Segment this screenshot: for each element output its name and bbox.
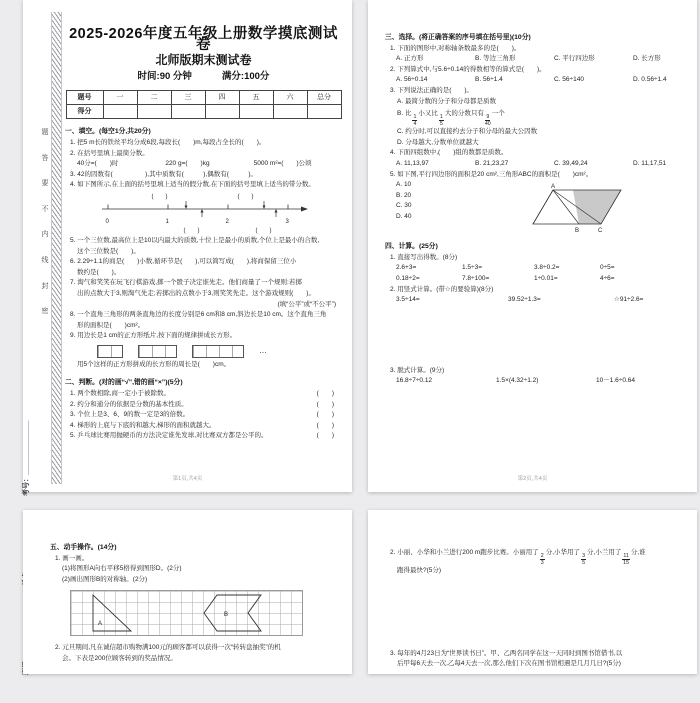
squares-group-4: [192, 345, 244, 358]
score-table: [66, 90, 342, 119]
choice-item-5-body: [396, 180, 685, 234]
judge-item-5: 5. 乒乓球比赛用抛硬币的方法决定谁先发球,对比赛双方都是公平的。 ( ): [70, 431, 342, 442]
prize-item-line-1: 2. 元旦期间,凡在诚信超市购物满100元的顾客都可以获得一次“转转盘抽奖”的机: [55, 644, 281, 652]
ellipsis: …: [259, 346, 268, 356]
draw-item-1-sub-2: (2)画出图形B的对称轴。(2分): [62, 575, 148, 583]
fraction: $\frac{3}{5}$: [582, 553, 586, 566]
grid-figure: [70, 590, 303, 636]
fill-item-6-line-1: 6. 2.29÷1.1的商是( )小数,循环节是( ),可以简写成( ),将商保留三位小: [70, 258, 297, 266]
seal-line-text: 题 答 要 不 内 线 封 密: [41, 129, 49, 316]
race-item-line-1: 2. 小丽、小华和小兰进行200 m跑步比赛。小丽用了 $\frac{2}{3}$ 分,小华用了 $\frac{3}{5}$ 分,小兰用了 $\frac{11}{15}$ 分,谁: [390, 549, 646, 566]
section-5-heading: 五、动手操作。(14分): [50, 544, 117, 551]
choice-item-2-options: A. 56÷0.14 B. 56÷1.4 C. 56÷140 D. 0.56÷1.4: [396, 76, 667, 84]
fill-item-7-line-2: 出的点数大于3,则淘气先走;若掷出的点数小于3,则笑笑先走。这个游戏规则( )。: [77, 289, 315, 297]
page-1-thumbnail[interactable]: [23, 0, 352, 492]
numline-tick-1: 1: [165, 218, 169, 225]
calc-2-heading: 2. 用竖式计算。(带☆的要验算)(8分): [390, 285, 494, 293]
choice-item-3-option-a: A. 最简分数的分子和分母都是质数: [397, 97, 496, 105]
squares-group-3: [138, 345, 177, 358]
race-item-line-2: 跑得最快?(5分): [397, 567, 442, 574]
answer-paren: ( ): [316, 390, 334, 398]
judge-item-3: 3. 个位上是3、6、9的数一定是3的倍数。 ( ): [70, 410, 342, 421]
answer-paren: ( ): [316, 421, 334, 429]
choice-item-4-options: A. 11,13,97 B. 21,23,27 C. 39,49,24 D. 11,17,51: [396, 159, 667, 167]
numline-tick-0: 0: [105, 218, 109, 225]
calc-1-heading: 1. 直接写出得数。(8分): [390, 253, 458, 261]
numline-top-paren-2: ( ): [237, 193, 254, 200]
page-3-thumbnail[interactable]: [23, 510, 352, 674]
fill-item-8-line-2: 形的面积是( )cm²。: [77, 321, 145, 329]
page-4-thumbnail[interactable]: [368, 510, 697, 674]
answer-paren: ( ): [316, 411, 334, 419]
judge-item-2: 2. 约分和通分的依据是分数的基本性质。 ( ): [70, 400, 342, 411]
page-2-thumbnail[interactable]: [368, 0, 697, 492]
answer-paren: ( ): [316, 432, 334, 440]
binding-hatch-pattern: [51, 12, 62, 484]
fill-item-3: 3. 42的因数有( ),其中质数有( ),偶数有( )。: [70, 170, 258, 178]
numline-tick-3: 3: [285, 218, 289, 225]
choice-item-2: 2. 下列算式中,与5.6÷0.14的得数相等的算式是( )。: [390, 65, 546, 73]
number-line-figure: [98, 192, 310, 235]
figure-label-b: B: [575, 228, 580, 235]
full-score: 满分:100分: [221, 70, 270, 82]
squares-pattern-figure: [97, 345, 342, 358]
grid-shape-a-label: A: [98, 621, 103, 628]
work-space: [385, 577, 685, 649]
parallelogram-figure: [521, 180, 631, 234]
draw-item-1-sub-1: (1)将图形A向右平移5格得到图形D。(2分): [62, 565, 182, 573]
fill-item-9-line-2: 用5个这样的正方形拼成的长方形的周长是( )cm。: [77, 360, 231, 368]
time-limit: 时间:90 分钟: [137, 70, 192, 82]
fraction: $\frac{1}{4}$: [413, 114, 417, 128]
figure-label-a: A: [551, 184, 556, 191]
reading-day-item-line-1: 3. 每年的4月23日为“世界读书日”。甲、乙两名同学在这一天同时到图书馆借书,以: [390, 649, 623, 657]
fill-item-4: 4. 如下图所示,在上面的括号里填上适当的假分数,在下面的括号里填上适当的带分数。: [70, 181, 315, 189]
step-calc-row: 16.8÷7÷0.12 1.5×(4.32÷1.2) 10－1.6÷0.64: [396, 377, 635, 385]
fraction: $\frac{1}{5}$: [439, 114, 443, 128]
section-1-heading: 一、填空。(每空1分,共20分): [65, 128, 151, 136]
choice-item-1: 1. 下面的图形中,对称轴条数最多的是( )。: [390, 44, 521, 52]
mental-calc-row-2: 0.18÷2= 7.8÷100= 1÷0.01= 4÷6=: [396, 274, 615, 282]
choice-item-4: 4. 下面四组数中,( )组的数都是质数。: [390, 149, 508, 157]
numline-tick-2: 2: [225, 218, 229, 225]
fill-item-6-line-2: 数约是( )。: [77, 268, 121, 276]
numline-bottom-paren-1: ( ): [183, 227, 200, 234]
numline-top-paren-1: ( ): [151, 193, 168, 200]
mental-calc-row-1: 2.6+3= 1.5÷3= 3.8÷0.2= 0÷5=: [396, 264, 615, 272]
fraction: $\frac{2}{3}$: [540, 553, 544, 566]
choice-item-3-option-d: D. 分母越大,分数单位就越大: [397, 138, 479, 146]
fraction: $\frac{11}{15}$: [623, 553, 630, 566]
fill-item-1: 1. 把5 m长的铁丝平均分成6段,每段长( )m,每段占全长的( )。: [70, 138, 266, 146]
choice-item-3-option-c: C. 约分时,可以直接约去分子和分母的最大公因数: [397, 128, 538, 136]
choice-item-3: 3. 下列说法正确的是( )。: [390, 86, 474, 94]
fill-item-5-line-2: 这个三位数是( )。: [77, 247, 140, 255]
fill-item-9-line-1: 9. 用边长是1 cm的正方形纸片,按下面的规律拼成长方形。: [70, 332, 237, 340]
score-table-score-row: 得分: [66, 105, 341, 119]
column-calc-row: 3.5÷14= 39.52÷1.3= ☆91÷2.6=: [396, 296, 644, 304]
choice-item-5-options: A. 10 B. 20 C. 30 D. 40: [396, 181, 412, 220]
answer-paren: ( ): [316, 400, 334, 408]
choice-item-5: 5. 如下图,平行四边形的面积是20 cm²,三角形ABC的面积是( )cm²。: [390, 170, 593, 178]
judge-item-1: 1. 两个数相除,商一定小于被除数。 ( ): [70, 389, 342, 400]
paper-title: 2025-2026年度五年级上册数学摸底测试卷: [69, 26, 338, 53]
section-3-heading: 三、选择。(将正确答案的序号填在括号里)(10分): [385, 34, 531, 41]
fill-item-8-line-1: 8. 一个直角三角形的两条直角边的长度分别是6 cm和8 cm,斜边长是10 cm。这个直角三角: [70, 311, 327, 319]
fraction: $\frac{9}{40}$: [484, 114, 491, 128]
section-2-heading: 二、判断。(对的画“√”,错的画“×”)(5分): [65, 379, 183, 387]
page-1-footer: 第1页,共4页: [172, 476, 203, 483]
judge-item-4: 4. 梯形的上底与下底的和越大,梯形的面积就越大。 ( ): [70, 421, 342, 432]
fill-item-7-hint: (填“公平”或“不公平”): [277, 300, 336, 308]
choice-item-3-option-b: B. 比 $\frac{1}{4}$ 小又比 $\frac{1}{5}$ 大的分数只有 $\frac{9}{40}$ 一个: [397, 110, 505, 128]
draw-item-1: 1. 画一画。: [55, 554, 89, 562]
squares-group-2: [97, 345, 123, 358]
figure-label-c: C: [598, 228, 603, 235]
page-2-footer: 第2页,共4页: [517, 476, 548, 483]
grid-shape-b-label: B: [224, 612, 229, 619]
reading-day-item-line-2: 后甲每6天去一次,乙每4天去一次,那么他们下次在图书馆相遇是几月几日?(5分): [397, 660, 621, 668]
prize-item-line-2: 会。下表是200位顾客转到的奖品情况。: [62, 654, 177, 662]
fill-item-2-units: 40分=( )时 220 g=( )kg 5000 m²=( )公顷: [77, 160, 312, 168]
paper-meta: [65, 72, 342, 83]
calc-3-heading: 3. 脱式计算。(9分): [390, 366, 445, 374]
number-line-axis: [98, 201, 310, 217]
paper-subtitle: 北师版期末测试卷: [155, 53, 252, 68]
fill-item-2: 2. 在括号里填上最简分数。: [70, 149, 149, 157]
choice-item-1-options: A. 正方形 B. 等边三角形 C. 平行四边形 D. 长方形: [396, 55, 661, 63]
section-4-heading: 四、计算。(25分): [385, 243, 438, 251]
fill-item-5-line-1: 5. 一个三位数,最高位上是10以内最大的质数,十位上是最小的质数,个位上是最小的合数,: [70, 236, 320, 244]
score-table-header-row: 题号 一 二 三 四 五 六 总分: [66, 91, 341, 105]
numline-bottom-paren-2: ( ): [255, 227, 272, 234]
work-space: [385, 306, 685, 366]
fill-item-7-line-1: 7. 淘气和笑笑在玩飞行棋游戏,掷一个骰子决定谁先走。他们商量了一个规则:若掷: [70, 279, 302, 287]
